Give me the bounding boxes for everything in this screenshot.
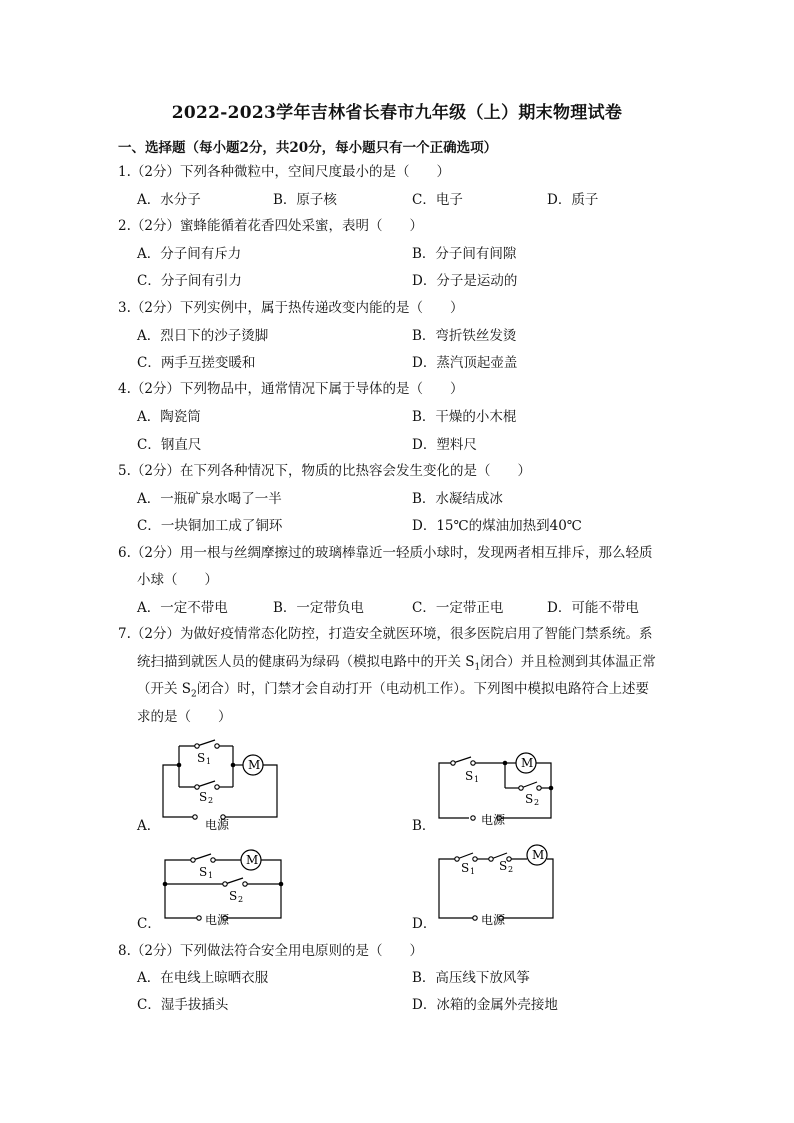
- power-source-label: 电源: [481, 913, 506, 927]
- page-title: 2022-2023学年吉林省长春市九年级（上）期末物理试卷: [171, 103, 623, 123]
- question-6-option-b: B．一定带负电: [273, 600, 364, 616]
- question-2-option-a: A．分子间有斥力: [137, 246, 242, 262]
- question-8-option-c: C．湿手拔插头: [137, 997, 229, 1013]
- switch-s1-label: S: [199, 865, 208, 879]
- question-7-stem-line-2: 统扫描到就医人员的健康码为绿码（模拟电路中的开关 $S_1$闭合）并且检测到其体温正常: [137, 654, 656, 673]
- question-4-option-a: A．陶瓷筒: [137, 409, 201, 425]
- power-source-label: 电源: [481, 813, 506, 827]
- question-7-stem-line-1: 7.（2分）为做好疫情常态化防控，打造安全就医环境，很多医院启用了智能门禁系统。系: [118, 626, 653, 642]
- question-3-option-b: B．弯折铁丝发烫: [412, 328, 517, 344]
- question-1-option-c: C．电子: [412, 192, 463, 208]
- circuit-diagram-c: [155, 840, 295, 930]
- question-7-stem-line-3: （开关 $S_2$闭合）时，门禁才会自动打开（电动机工作）。下列图中模拟电路符合上述要: [137, 681, 650, 700]
- circuit-diagram-d: [433, 838, 563, 930]
- svg-text:2: 2: [208, 796, 214, 805]
- question-7-option-b: B．: [412, 818, 436, 834]
- question-4-option-b: B．干燥的小木棍: [412, 409, 517, 425]
- question-7-option-c: C．: [137, 916, 161, 932]
- svg-text:2: 2: [508, 865, 514, 874]
- question-8-option-a: A．在电线上晾晒衣服: [137, 970, 269, 986]
- section-heading: 一、选择题（每小题2分，共20分，每小题只有一个正确选项）: [118, 140, 498, 156]
- question-6-option-a: A．一定不带电: [137, 600, 228, 616]
- question-3-option-a: A．烈日下的沙子烫脚: [137, 328, 269, 344]
- question-2-stem: 2.（2分）蜜蜂能循着花香四处采蜜，表明（ ）: [118, 218, 423, 234]
- switch-s2-label: S: [525, 792, 534, 806]
- circuit-diagram-b: [433, 745, 563, 830]
- question-5-option-b: B．水凝结成冰: [412, 491, 503, 507]
- question-4-stem: 4.（2分）下列物品中，通常情况下属于导体的是（ ）: [118, 381, 464, 397]
- svg-text:1: 1: [208, 871, 214, 880]
- power-source-label: 电源: [205, 818, 230, 832]
- switch-s2-label: S: [499, 859, 508, 873]
- question-2-option-b: B．分子间有间隙: [412, 246, 517, 262]
- question-8-option-d: D．冰箱的金属外壳接地: [412, 997, 558, 1013]
- question-5-option-a: A．一瓶矿泉水喝了一半: [137, 491, 282, 507]
- question-5-option-c: C．一块铜加工成了铜环: [137, 518, 283, 534]
- question-7-option-d: D．: [412, 916, 437, 932]
- question-5-option-d: D．15℃的煤油加热到40℃: [412, 518, 582, 534]
- question-8-stem: 8.（2分）下列做法符合安全用电原则的是（ ）: [118, 943, 423, 959]
- svg-text:1: 1: [470, 867, 476, 876]
- question-3-option-c: C．两手互搓变暖和: [137, 355, 256, 371]
- question-4-option-d: D．塑料尺: [412, 437, 477, 453]
- question-7-stem-line-4: 求的是（ ）: [137, 709, 232, 725]
- switch-s1-label: S: [461, 861, 470, 875]
- question-1-option-b: B．原子核: [273, 192, 337, 208]
- question-3-option-d: D．蒸汽顶起壶盖: [412, 355, 518, 371]
- switch-s2-label: S: [229, 889, 238, 903]
- motor-label: M: [248, 758, 261, 772]
- question-1-option-d: D．质子: [547, 192, 599, 208]
- switch-s1-label: S: [465, 769, 474, 783]
- question-6-stem-line-2: 小球（ ）: [137, 572, 218, 588]
- svg-text:1: 1: [474, 775, 480, 784]
- question-4-option-c: C．钢直尺: [137, 437, 202, 453]
- question-6-option-d: D．可能不带电: [547, 600, 639, 616]
- switch-s1-label: S: [197, 751, 206, 765]
- power-source-label: 电源: [205, 913, 230, 927]
- svg-text:2: 2: [534, 798, 540, 807]
- motor-label: M: [532, 848, 545, 862]
- question-6-option-c: C．一定带正电: [412, 600, 504, 616]
- svg-text:1: 1: [206, 757, 212, 766]
- question-2-option-d: D．分子是运动的: [412, 273, 518, 289]
- question-7-option-a: A．: [137, 818, 161, 834]
- switch-s2-label: S: [199, 790, 208, 804]
- svg-text:2: 2: [238, 895, 244, 904]
- question-5-stem: 5.（2分）在下列各种情况下，物质的比热容会发生变化的是（ ）: [118, 463, 531, 479]
- question-1-stem: 1.（2分）下列各种微粒中，空间尺度最小的是（ ）: [118, 164, 450, 180]
- motor-label: M: [246, 853, 259, 867]
- circuit-diagram-a: [155, 735, 285, 830]
- motor-label: M: [521, 756, 534, 770]
- question-3-stem: 3.（2分）下列实例中，属于热传递改变内能的是（ ）: [118, 300, 464, 316]
- question-1-option-a: A．水分子: [137, 192, 201, 208]
- question-6-stem-line-1: 6.（2分）用一根与丝绸摩擦过的玻璃棒靠近一轻质小球时，发现两者相互排斥，那么轻质: [118, 545, 653, 561]
- question-2-option-c: C．分子间有引力: [137, 273, 242, 289]
- question-8-option-b: B．高压线下放风筝: [412, 970, 530, 986]
